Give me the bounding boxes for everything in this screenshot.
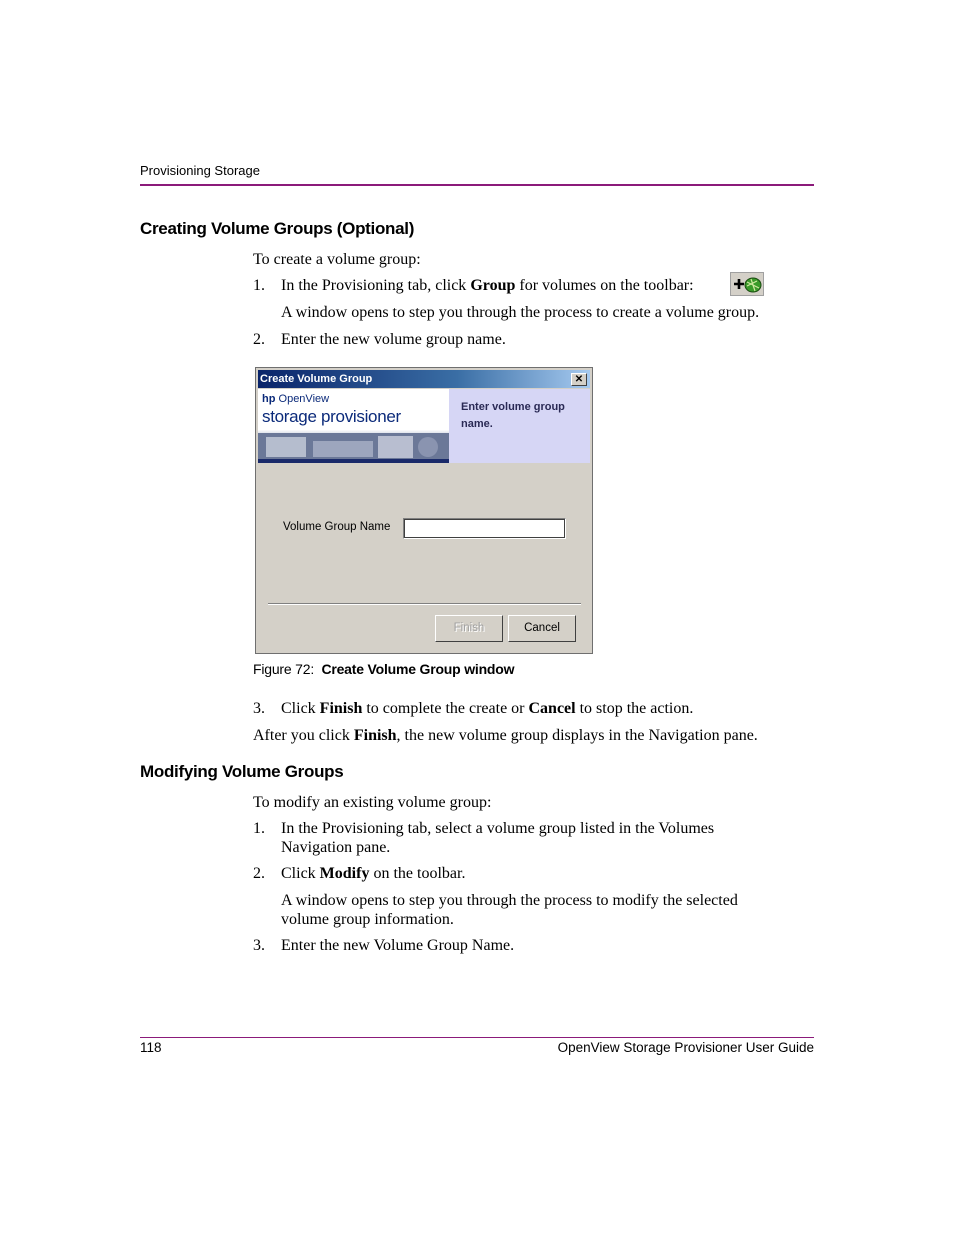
step-text-line2: Navigation pane.	[281, 839, 391, 856]
create-volume-group-dialog	[255, 367, 593, 654]
step-number: 1.	[253, 277, 265, 294]
close-icon[interactable]: ✕	[571, 373, 587, 386]
intro-create: To create a volume group:	[253, 251, 421, 268]
step-number: 3.	[253, 700, 265, 717]
modify-step-1	[253, 819, 793, 859]
note-line1: A window opens to step you through the process to modify the selected	[281, 892, 738, 909]
step-number: 2.	[253, 331, 265, 348]
page-number: 118	[140, 1040, 162, 1055]
dialog-separator	[268, 603, 581, 605]
step-number: 1.	[253, 820, 265, 837]
step-text: In the Provisioning tab, click Group for volumes on the toolbar:	[281, 277, 694, 294]
header-rule	[140, 184, 814, 186]
section-heading-create: Creating Volume Groups (Optional)	[140, 219, 415, 238]
logo-product-name: storage provisioner	[262, 407, 401, 426]
intro-modify: To modify an existing volume group:	[253, 794, 492, 811]
dialog-banner	[258, 389, 590, 463]
step-text: Click Modify on the toolbar.	[281, 865, 466, 882]
volume-group-name-label: Volume Group Name	[283, 521, 391, 533]
running-header: Provisioning Storage	[140, 163, 260, 178]
product-logo	[258, 389, 449, 463]
cancel-button[interactable]: Cancel	[508, 615, 576, 642]
step-text: Enter the new Volume Group Name.	[281, 937, 515, 954]
step-number: 3.	[253, 937, 265, 954]
dialog-instruction: Enter volume group name.	[461, 401, 565, 430]
modify-step-2-note	[281, 891, 801, 931]
dialog-title-bar	[258, 370, 590, 388]
figure-caption: Figure 72: Create Volume Group window	[253, 661, 515, 677]
create-step-1-note: A window opens to step you through the process to create a volume group.	[281, 304, 760, 321]
volume-group-name-input[interactable]	[403, 518, 566, 539]
finish-note: After you click Finish, the new volume group displays in the Navigation pane.	[253, 727, 758, 744]
step-text-line1: In the Provisioning tab, select a volume group listed in the Volumes	[281, 820, 715, 837]
step-text: Enter the new volume group name.	[281, 331, 506, 348]
logo-brand-line: hp OpenView	[262, 393, 330, 405]
section-heading-modify: Modifying Volume Groups	[140, 762, 344, 781]
storage-hardware-graphic	[258, 433, 449, 463]
add-group-icon	[730, 272, 764, 296]
finish-button[interactable]: Finish	[435, 615, 503, 642]
dialog-title: Create Volume Group	[260, 373, 373, 385]
footer-rule	[140, 1037, 814, 1038]
step-text: Click Finish to complete the create or Cancel to stop the action.	[281, 700, 694, 717]
step-number: 2.	[253, 865, 265, 882]
note-line2: volume group information.	[281, 911, 454, 928]
guide-title: OpenView Storage Provisioner User Guide	[557, 1040, 814, 1055]
